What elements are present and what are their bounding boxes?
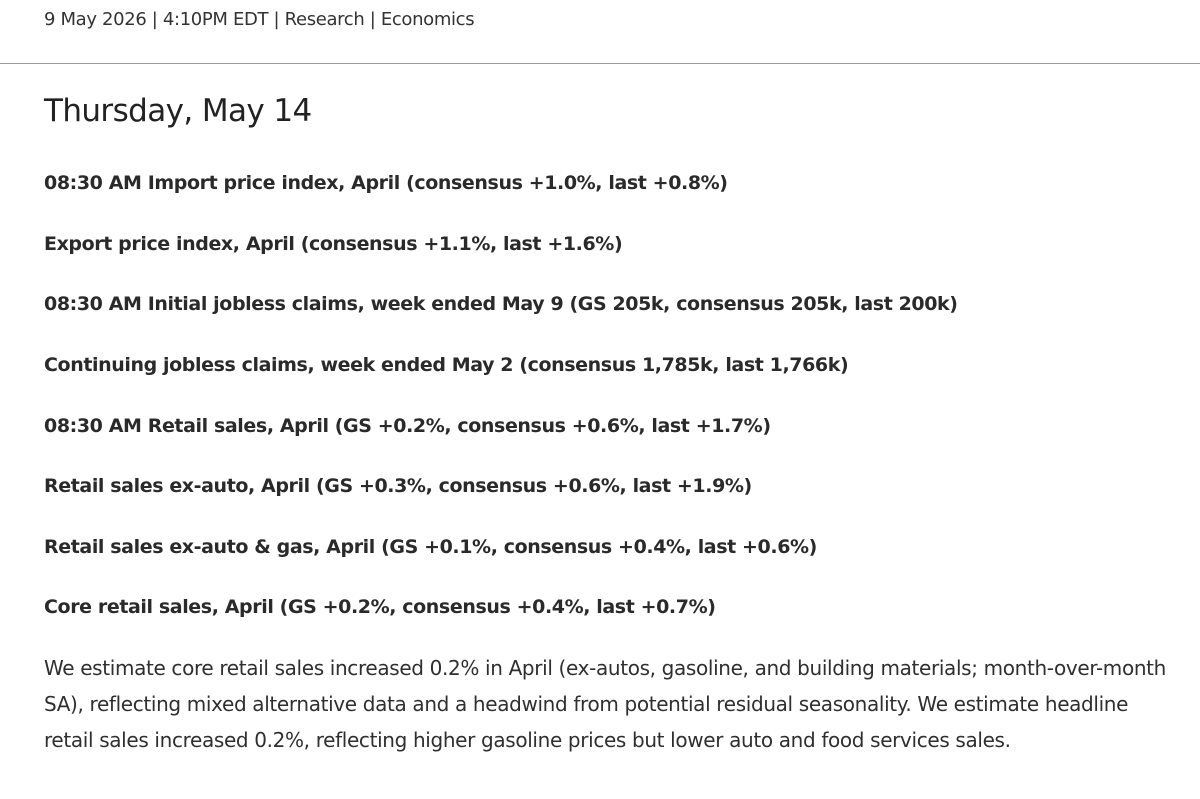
event-export-price-index: Export price index, April (consensus +1.1%, last +1.6%) xyxy=(44,233,623,255)
section-label: Research xyxy=(284,9,365,30)
event-import-price-index: 08:30 AM Import price index, April (consensus +1.0%, last +0.8%) xyxy=(44,172,728,194)
header-divider xyxy=(0,63,1200,64)
event-retail-sales-ex-auto: Retail sales ex-auto, April (GS +0.3%, consensus +0.6%, last +1.9%) xyxy=(44,475,752,497)
publish-time: 4:10PM EDT xyxy=(162,9,269,30)
event-continuing-jobless-claims: Continuing jobless claims, week ended May 2 (consensus 1,785k, last 1,766k) xyxy=(44,354,849,376)
publish-date: 9 May 2026 xyxy=(44,9,147,30)
event-retail-sales-ex-auto-gas: Retail sales ex-auto & gas, April (GS +0.1%, consensus +0.4%, last +0.6%) xyxy=(44,536,817,558)
article-meta-bar xyxy=(44,9,474,30)
subsection-label: Economics xyxy=(380,9,475,30)
meta-separator: | xyxy=(268,9,285,30)
event-initial-jobless-claims: 08:30 AM Initial jobless claims, week ended May 9 (GS 205k, consensus 205k, last 200k) xyxy=(44,293,958,315)
meta-separator: | xyxy=(364,9,381,30)
meta-separator: | xyxy=(146,9,163,30)
day-heading: Thursday, May 14 xyxy=(44,93,312,129)
commentary-paragraph: We estimate core retail sales increased 0.2% in April (ex-autos, gasoline, and building materials; month-over-month SA), reflecting mixed alternative data and a headwind from potential residual seasonality. We estimate headline retail sales increased 0.2%, reflecting higher gasoline prices but lower auto and food services sales. xyxy=(44,656,1166,752)
event-retail-sales: 08:30 AM Retail sales, April (GS +0.2%, consensus +0.6%, last +1.7%) xyxy=(44,415,771,437)
event-core-retail-sales: Core retail sales, April (GS +0.2%, consensus +0.4%, last +0.7%) xyxy=(44,596,716,618)
